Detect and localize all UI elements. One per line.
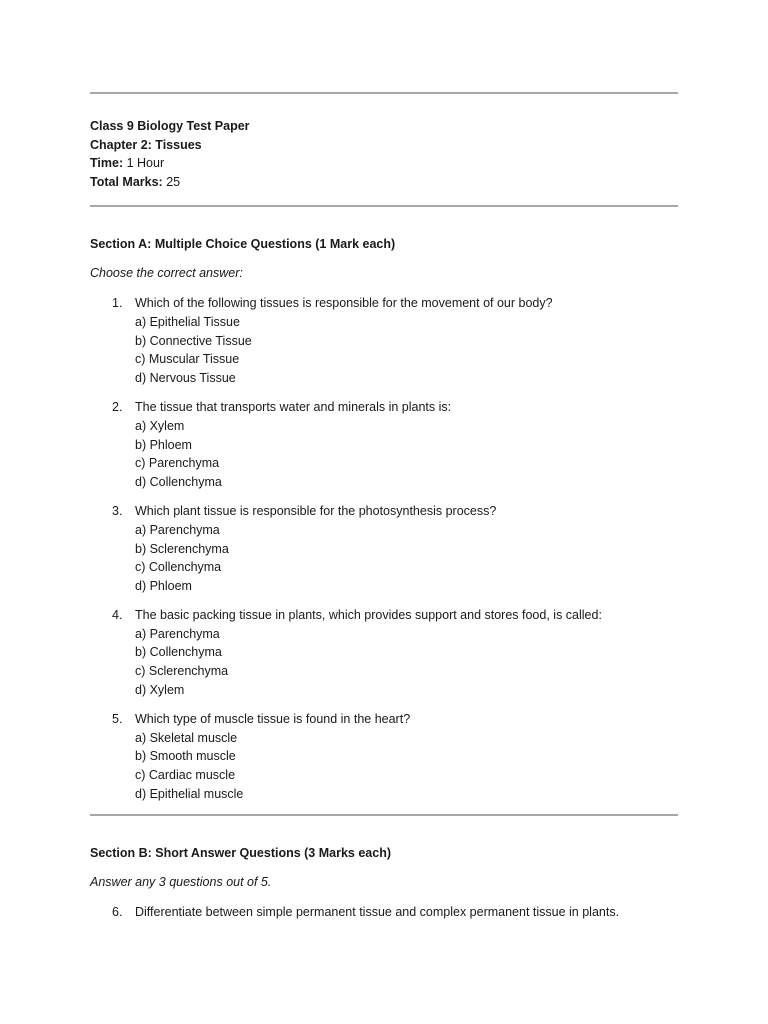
question-number: 6. xyxy=(112,905,123,920)
question-text: The basic packing tissue in plants, which provides support and stores food, is called: xyxy=(135,608,602,623)
time-line xyxy=(90,154,678,173)
option-b: b) Smooth muscle xyxy=(135,749,236,764)
question-4 xyxy=(90,606,678,699)
question-text: Which of the following tissues is responsible for the movement of our body? xyxy=(135,296,553,311)
question-number: 2. xyxy=(112,400,123,415)
marks-label: Total Marks: xyxy=(90,174,163,189)
option-a: a) Parenchyma xyxy=(135,626,220,641)
option-d: d) Nervous Tissue xyxy=(135,370,236,385)
header-divider xyxy=(90,205,678,207)
option-b: b) Phloem xyxy=(135,437,192,452)
question-text: Differentiate between simple permanent tissue and complex permanent tissue in plants. xyxy=(135,905,620,920)
option-a: a) Parenchyma xyxy=(135,522,220,537)
section-b-title: Section B: Short Answer Questions (3 Marks each) xyxy=(90,846,391,861)
question-number: 5. xyxy=(112,712,123,727)
option-b: b) Sclerenchyma xyxy=(135,541,229,556)
option-d: d) Epithelial muscle xyxy=(135,786,244,801)
section-a-title: Section A: Multiple Choice Questions (1 Mark each) xyxy=(90,237,396,252)
option-d: d) Xylem xyxy=(135,682,185,697)
option-c: c) Collenchyma xyxy=(135,560,222,575)
section-b-instruction: Answer any 3 questions out of 5. xyxy=(90,875,272,890)
option-c: c) Sclerenchyma xyxy=(135,664,229,679)
question-2 xyxy=(90,398,678,491)
option-b: b) Connective Tissue xyxy=(135,333,252,348)
paper-header xyxy=(90,117,678,191)
question-number: 1. xyxy=(112,296,123,311)
question-number: 4. xyxy=(112,608,123,623)
option-d: d) Collenchyma xyxy=(135,474,222,489)
option-c: c) Cardiac muscle xyxy=(135,768,236,783)
question-1 xyxy=(90,294,678,387)
option-c: c) Parenchyma xyxy=(135,456,220,471)
section-divider xyxy=(90,814,678,816)
question-number: 3. xyxy=(112,504,123,519)
paper-title: Class 9 Biology Test Paper xyxy=(90,119,250,133)
option-b: b) Collenchyma xyxy=(135,645,222,660)
top-divider xyxy=(90,92,678,94)
question-text: Which type of muscle tissue is found in the heart? xyxy=(135,712,411,727)
section-a xyxy=(90,236,678,803)
time-label: Time: xyxy=(90,156,124,171)
option-a: a) Xylem xyxy=(135,418,185,433)
option-a: a) Skeletal muscle xyxy=(135,730,238,745)
question-5 xyxy=(90,710,678,803)
question-6 xyxy=(90,903,678,922)
section-b xyxy=(90,845,678,922)
question-text: Which plant tissue is responsible for the photosynthesis process? xyxy=(135,504,497,519)
marks-value: 25 xyxy=(166,174,181,189)
option-a: a) Epithelial Tissue xyxy=(135,314,240,329)
question-text: The tissue that transports water and minerals in plants is: xyxy=(135,400,452,415)
time-value: 1 Hour xyxy=(126,156,165,171)
option-d: d) Phloem xyxy=(135,578,192,593)
option-c: c) Muscular Tissue xyxy=(135,352,240,367)
section-b-questions xyxy=(90,903,678,922)
question-3 xyxy=(90,502,678,595)
section-a-instruction: Choose the correct answer: xyxy=(90,266,243,281)
chapter-title: Chapter 2: Tissues xyxy=(90,137,202,152)
marks-line xyxy=(90,173,678,192)
test-paper-page xyxy=(90,0,678,933)
section-a-questions xyxy=(90,294,678,803)
